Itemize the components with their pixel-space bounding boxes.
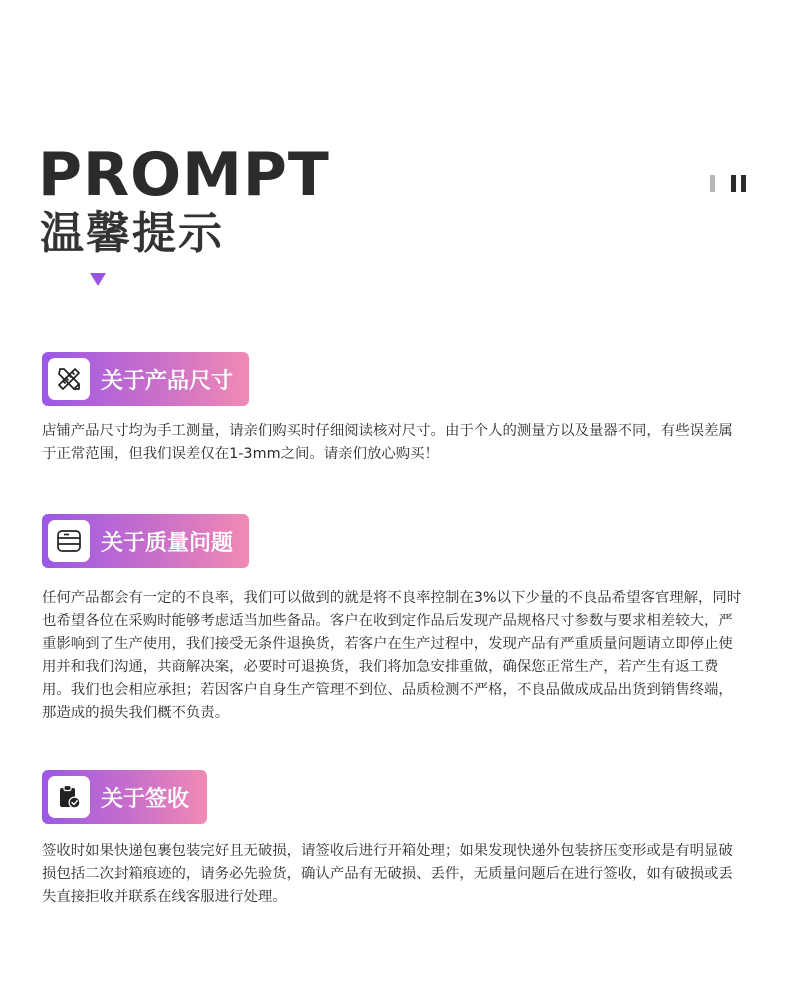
bar-light: [710, 175, 715, 192]
ruler-pencil-icon: [48, 358, 90, 400]
section-header-size: [42, 352, 249, 406]
bars-decoration-icon: [710, 175, 750, 193]
page-title-cn: 温馨提示: [40, 208, 224, 259]
stack-layers-icon: [48, 520, 90, 562]
section-title: 关于产品尺寸: [101, 368, 234, 394]
bar-dark: [741, 175, 746, 192]
section-text-size: 店铺产品尺寸均为手工测量，请亲们购买时仔细阅读核对尺寸。由于个人的测量方以及量器不同，有些误差属于正常范围，但我们误差仅在1-3mm之间。请亲们放心购买！: [42, 423, 733, 462]
page-title-en: PROMPT: [38, 140, 330, 210]
section-header-receipt: [42, 770, 207, 824]
section-title: 关于签收: [101, 786, 190, 812]
section-title: 关于质量问题: [101, 530, 234, 556]
section-text-quality: 任何产品都会有一定的不良率，我们可以做到的就是将不良率控制在3%以下少量的不良品希望客官理解，同时也希望各位在采购时能够考虑适当加些备品。客户在收到定作品后发现产品规格尺寸参数与要求相差较大，严重影响到了生产使用，我们接受无条件退换货，若客户在生产过程中，发现产品有严重质量问题请立即停止使用并和我们沟通，共商解决案，必要时可退换货，我们将加急安排重做，确保您正常生产，若产生有返工费用。我们也会相应承担；若因客户自身生产管理不到位、品质检测不严格，不良品做成成品出货到销售终端，那造成的损失我们概不负责。: [42, 590, 742, 721]
bar-dark: [731, 175, 736, 192]
triangle-down-icon: [90, 273, 106, 286]
clipboard-check-icon: [48, 776, 90, 818]
section-text-receipt: 签收时如果快递包裹包装完好且无破损，请签收后进行开箱处理；如果发现快递外包装挤压变形或是有明显破损包括二次封箱痕迹的，请务必先验货，确认产品有无破损、丢件，无质量问题后在进行签收，如有破损或丢失直接拒收并联系在线客服进行处理。: [42, 843, 733, 905]
section-header-quality: [42, 514, 249, 568]
